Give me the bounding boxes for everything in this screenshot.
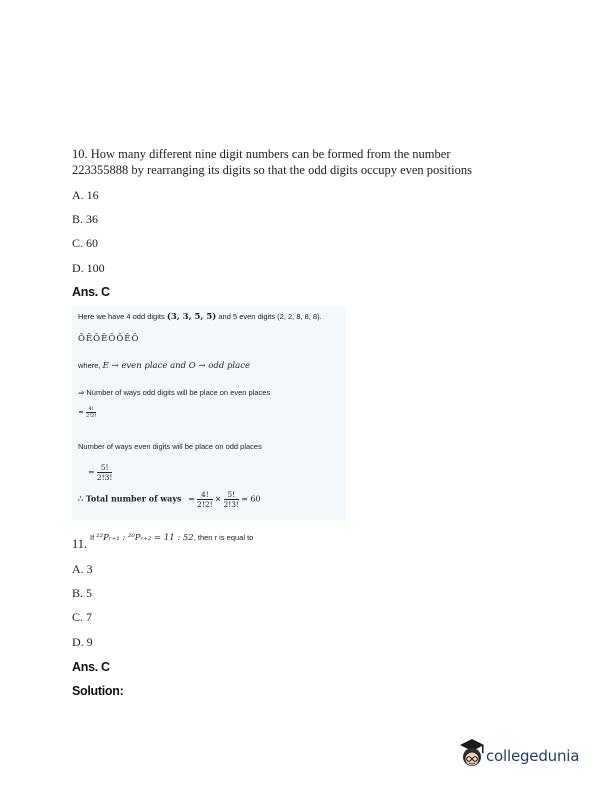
place-pattern: ŌĒŌĒŌŌĒŌ: [78, 334, 140, 344]
where-math: E → even place and O → odd place: [102, 361, 250, 371]
solution-frac-even: [88, 463, 112, 482]
solution-text: Here we have 4 odd digits: [78, 312, 167, 321]
fraction-numerator: 5!: [97, 463, 113, 473]
q10-option-d: D. 100: [72, 261, 105, 275]
solution-text: and 5 even digits (2, 2, 8, 8, 8).: [216, 312, 322, 321]
q10-solution-box: [72, 306, 346, 520]
fraction-denominator: 2!3!: [96, 473, 113, 482]
fraction-denominator: 2!2!: [197, 500, 213, 509]
q10-option-c: C. 60: [72, 236, 99, 250]
solution-where-line: [78, 361, 250, 371]
fraction-numerator: 4!: [197, 490, 213, 500]
fraction-even: [97, 463, 113, 482]
question-10-line-1: 10. How many different nine digit numbers can be formed from the number: [72, 147, 451, 161]
q11-answer: Ans. C: [72, 660, 110, 674]
question-11-statement: [90, 533, 253, 543]
total-fraction-1: [197, 490, 213, 509]
total-label: ∴ Total number of ways: [78, 493, 182, 504]
solution-total: [78, 490, 261, 509]
statement-text: , then r is equal to: [193, 533, 254, 542]
fraction-numerator: 5!: [224, 490, 240, 500]
fraction-denominator: 2!3!: [223, 500, 240, 509]
question-10-line-2: 223355888 by rearranging its digits so that the odd digits occupy even positions: [72, 163, 472, 177]
permutation-ratio: ²²Pᵣ₊₁ : ²⁰Pᵣ₊₂ = 11 : 52: [96, 533, 194, 543]
equals-sign: =: [78, 408, 84, 417]
q11-option-b: B. 5: [72, 586, 93, 600]
q11-option-a: A. 3: [72, 562, 93, 576]
fraction-numerator: 4!: [86, 406, 96, 413]
solution-line-odd-even-digits: [78, 312, 322, 322]
total-fraction-2: [224, 490, 240, 509]
fraction-odd: [86, 406, 96, 419]
odd-digits-math: (3, 3, 5, 5): [166, 312, 217, 322]
brand-name: collegedunia: [486, 747, 580, 765]
equals-sign: =: [88, 467, 95, 477]
q10-option-a: A. 16: [72, 188, 99, 202]
q11-solution-label: Solution:: [72, 684, 124, 698]
q11-option-d: D. 9: [72, 635, 93, 649]
solution-pattern: [78, 333, 139, 344]
solution-ways-odd: ⇒ Number of ways odd digits will be place on even places: [78, 388, 271, 397]
times-sign: ×: [214, 494, 222, 504]
question-11-number: 11.: [72, 537, 88, 551]
statement-text: If: [90, 533, 97, 542]
total-result: = 60: [241, 494, 261, 504]
fraction-denominator: 2!2!: [85, 413, 97, 419]
q11-option-c: C. 7: [72, 610, 93, 624]
equals-sign: =: [188, 494, 195, 504]
solution-frac-odd: [78, 406, 96, 419]
solution-text: where,: [78, 361, 103, 370]
solution-ways-even: Number of ways even digits will be place on odd places: [78, 442, 262, 451]
q10-answer: Ans. C: [72, 285, 110, 299]
q10-option-b: B. 36: [72, 212, 99, 226]
